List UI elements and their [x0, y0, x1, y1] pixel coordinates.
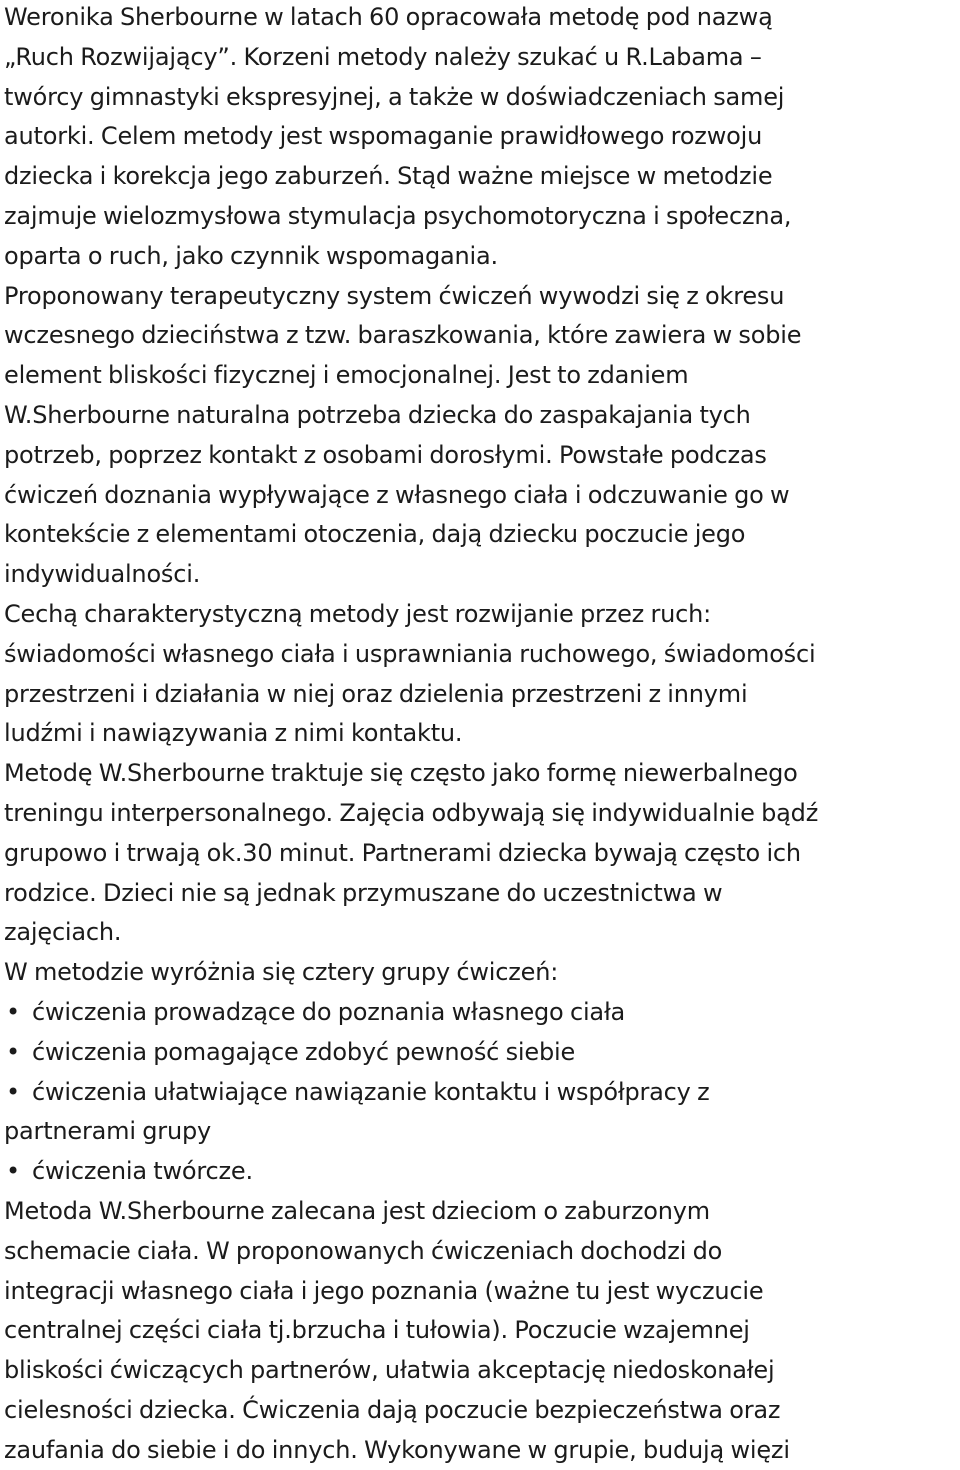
bullet-continuation: partnerami grupy — [4, 1117, 211, 1146]
text-line: potrzeb, poprzez kontakt z osobami dorosłymi. Powstałe podczas — [4, 440, 767, 469]
text-line: przestrzeni i działania w niej oraz dzielenia przestrzeni z innymi — [4, 679, 748, 708]
text-line: twórcy gimnastyki ekspresyjnej, a także w doświadczeniach samej — [4, 82, 785, 111]
text-line: Proponowany terapeutyczny system ćwiczeń wywodzi się z okresu — [4, 281, 785, 310]
text-line: element bliskości fizycznej i emocjonalnej. Jest to zdaniem — [4, 361, 689, 390]
text-line: ludźmi i nawiązywania z nimi kontaktu. — [4, 719, 463, 748]
text-line: indywidualności. — [4, 560, 201, 589]
bullet-marker: • — [6, 1077, 20, 1106]
text-line: zajmuje wielozmysłowa stymulacja psychomotoryczna i społeczna, — [4, 201, 792, 230]
text-line: bliskości ćwiczących partnerów, ułatwia akceptację niedoskonałej — [4, 1356, 775, 1385]
text-line: „Ruch Rozwijający”. Korzeni metody należy szukać u R.Labama – — [4, 42, 762, 71]
text-line: treningu interpersonalnego. Zajęcia odbywają się indywidualnie bądź — [4, 798, 819, 827]
bullet-marker: • — [6, 1157, 20, 1186]
text-line: zajęciach. — [4, 918, 122, 947]
text-line: kontekście z elementami otoczenia, dają dziecku poczucie jego — [4, 520, 746, 549]
text-line: centralnej części ciała tj.brzucha i tułowia). Poczucie wzajemnej — [4, 1316, 750, 1345]
text-line: rodzice. Dzieci nie są jednak przymuszane do uczestnictwa w — [4, 878, 723, 907]
text-line: cielesności dziecka. Ćwiczenia dają poczucie bezpieczeństwa oraz — [4, 1395, 781, 1424]
bullet-marker: • — [6, 997, 20, 1026]
bullet-text: ćwiczenia prowadzące do poznania własnego ciała — [32, 997, 626, 1026]
bullet-item — [4, 1073, 956, 1113]
bullet-item — [4, 1152, 956, 1192]
text-line: Metodę W.Sherbourne traktuje się często jako formę niewerbalnego — [4, 759, 798, 788]
text-line: dziecka i korekcja jego zaburzeń. Stąd ważne miejsce w metodzie — [4, 162, 773, 191]
text-line: autorki. Celem metody jest wspomaganie prawidłowego rozwoju — [4, 122, 763, 151]
text-line: zaufania do siebie i do innych. Wykonywane w grupie, budują więzi — [4, 1435, 790, 1464]
text-line: Weronika Sherbourne w latach 60 opracowała metodę pod nazwą — [4, 3, 773, 31]
bullet-text: ćwiczenia twórcze. — [32, 1157, 253, 1186]
text-line: Cechą charakterystyczną metody jest rozwijanie przez ruch: — [4, 599, 712, 628]
text-line: grupowo i trwają ok.30 minut. Partnerami dziecka bywają często ich — [4, 838, 801, 867]
bullet-marker: • — [6, 1037, 20, 1066]
text-line: Metoda W.Sherbourne zalecana jest dzieciom o zaburzonym — [4, 1196, 710, 1225]
text-line: W metodzie wyróżnia się cztery grupy ćwiczeń: — [4, 958, 559, 987]
text-line: oparta o ruch, jako czynnik wspomagania. — [4, 241, 498, 270]
text-line: W.Sherbourne naturalna potrzeba dziecka do zaspakajania tych — [4, 400, 751, 429]
text-line: ćwiczeń doznania wypływające z własnego ciała i odczuwanie go w — [4, 480, 790, 509]
bullet-item — [4, 993, 956, 1033]
bullet-text: ćwiczenia pomagające zdobyć pewność siebie — [32, 1037, 576, 1066]
bullet-item — [4, 1033, 956, 1073]
text-line: schemacie ciała. W proponowanych ćwiczeniach dochodzi do — [4, 1236, 723, 1265]
text-line: integracji własnego ciała i jego poznania (ważne tu jest wyczucie — [4, 1276, 764, 1305]
text-line: świadomości własnego ciała i usprawniania ruchowego, świadomości — [4, 639, 816, 668]
text-line: wczesnego dzieciństwa z tzw. baraszkowania, które zawiera w sobie — [4, 321, 802, 350]
bullet-text: ćwiczenia ułatwiające nawiązanie kontaktu i współpracy z — [32, 1077, 710, 1106]
